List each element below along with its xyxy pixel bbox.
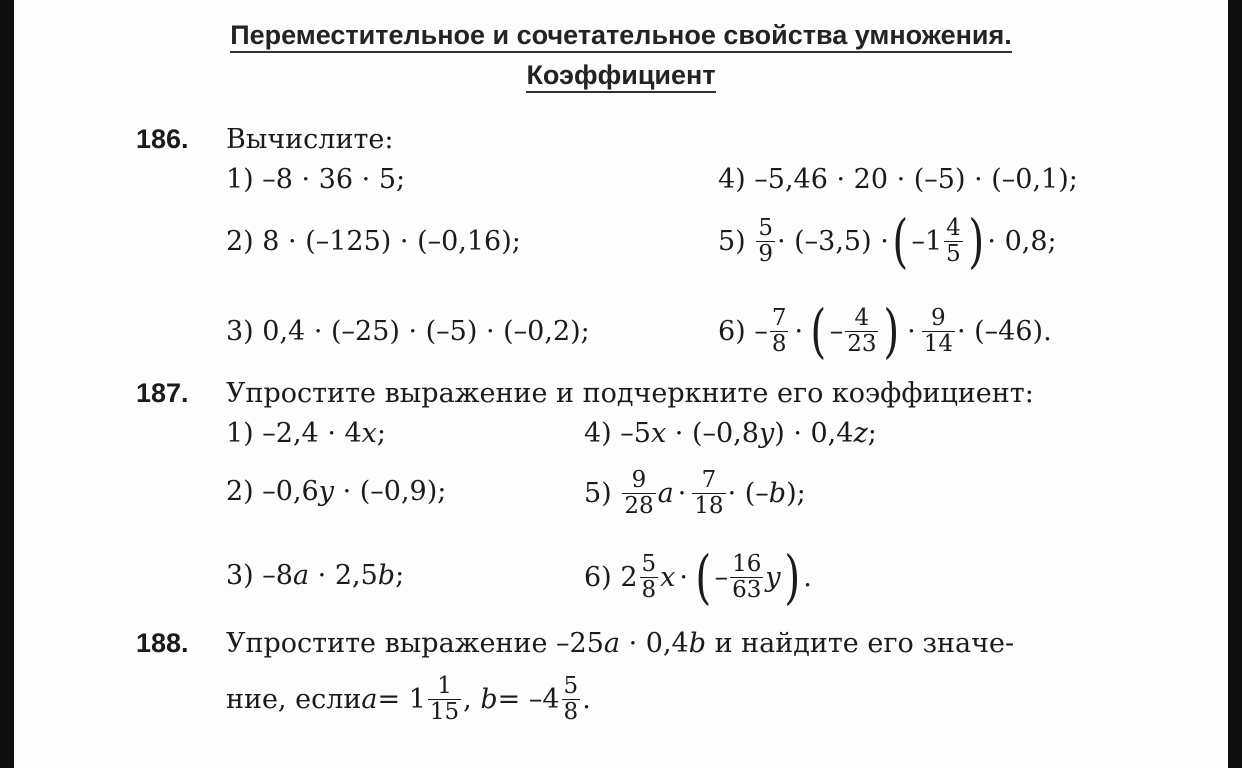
problem-187-item-1 xyxy=(226,420,386,447)
fraction-numerator: 9 xyxy=(931,305,946,332)
expression-part: 4) –5 xyxy=(584,418,651,449)
fraction-5-9 xyxy=(756,216,775,265)
fraction-4-23 xyxy=(845,306,878,355)
fraction-numerator: 1 xyxy=(437,673,452,700)
fraction-numerator: 4 xyxy=(854,305,870,332)
fraction-denominator: 5 xyxy=(946,240,961,267)
section-title-line-2 xyxy=(0,60,1242,91)
variable: y xyxy=(758,418,775,449)
expression-part: . xyxy=(803,561,812,593)
fraction-1-15 xyxy=(428,674,461,723)
expression-part: и найдите его значе- xyxy=(706,628,1015,659)
fraction-9-28 xyxy=(622,468,655,517)
dot-operator: · xyxy=(907,315,916,347)
fraction-5-8 xyxy=(562,674,581,723)
expression-part: . xyxy=(582,683,591,715)
problem-186-item-4: 4) –5,46 · 20 · (–5) · (–0,1); xyxy=(718,164,1078,195)
fraction-denominator: 28 xyxy=(624,492,654,519)
problem-188-line-2 xyxy=(226,664,591,734)
variable: a xyxy=(361,683,378,715)
left-paren: ( xyxy=(892,207,909,275)
item-label: 6) xyxy=(584,561,612,593)
expression-part: 3) –8 xyxy=(226,560,293,591)
expression-part: ; xyxy=(395,560,405,591)
left-frame xyxy=(0,0,14,768)
right-frame xyxy=(1228,0,1242,768)
expression-part: · (–3,5) · xyxy=(776,225,889,257)
variable: y xyxy=(318,476,334,507)
problem-number-188: 188. xyxy=(136,628,189,658)
fraction-denominator: 8 xyxy=(771,330,787,357)
problem-186-item-1: 1) –8 · 36 · 5; xyxy=(226,164,406,195)
dot-operator: · xyxy=(794,315,804,347)
section-title-line-1 xyxy=(0,20,1242,51)
problem-number-186: 186. xyxy=(136,124,189,154)
dot-operator: · xyxy=(677,477,687,509)
expression-part: · (–0,9); xyxy=(334,476,447,507)
fraction-4-5 xyxy=(944,216,963,265)
mixed-integer: 2 xyxy=(620,561,638,593)
fraction-denominator: 18 xyxy=(694,492,724,519)
fraction-denominator: 63 xyxy=(732,576,762,603)
problem-187-item-6 xyxy=(584,542,812,612)
fraction-16-63 xyxy=(730,552,763,601)
variable: z xyxy=(853,418,868,449)
left-paren: ( xyxy=(695,543,712,611)
expression-part: Упростите выражение –25 xyxy=(226,628,604,659)
problem-186-item-6 xyxy=(718,296,1052,366)
expression-part: · (–46). xyxy=(956,315,1052,347)
fraction-denominator: 8 xyxy=(563,698,579,725)
left-paren: ( xyxy=(810,297,827,365)
problem-186-item-3: 3) 0,4 · (–25) · (–5) · (–0,2); xyxy=(226,316,590,347)
expression-part: = –4 xyxy=(497,683,560,715)
variable: x xyxy=(361,418,377,449)
mixed-integer: –1 xyxy=(911,225,943,257)
problem-187-instruction: Упростите выражение и подчеркните его коэффициент: xyxy=(226,378,1034,409)
variable: b xyxy=(377,560,396,591)
problem-186-item-5 xyxy=(718,206,1057,276)
fraction-7-8 xyxy=(770,306,789,355)
variable: x xyxy=(660,561,676,593)
dot-operator: · xyxy=(679,561,688,593)
expression-part: · 0,4 xyxy=(620,628,689,659)
expression-part: 2) –0,6 xyxy=(226,476,319,507)
right-paren: ) xyxy=(968,207,985,275)
problem-187-heading xyxy=(136,380,189,407)
variable: a xyxy=(292,560,310,591)
fraction-numerator: 5 xyxy=(563,673,579,700)
title-text-1: Переместительное и сочетательное свойства умножения. xyxy=(230,20,1012,53)
variable: b xyxy=(480,683,498,715)
expression-part: = 1 xyxy=(377,683,426,715)
problem-187-item-2 xyxy=(226,478,446,505)
variable: b xyxy=(768,477,787,509)
minus-sign: – xyxy=(754,315,768,347)
fraction-numerator: 16 xyxy=(732,551,762,578)
fraction-denominator: 14 xyxy=(923,330,953,357)
expression-part: ; xyxy=(376,418,387,449)
problem-188-line-1 xyxy=(226,630,1014,657)
right-paren: ) xyxy=(883,297,900,365)
problem-number-187: 187. xyxy=(136,378,189,408)
item-label: 5) xyxy=(584,477,612,509)
expression-part: 1) –2,4 · 4 xyxy=(226,418,362,449)
fraction-denominator: 23 xyxy=(847,330,877,357)
minus-sign: – xyxy=(829,315,844,347)
item-label: 5) xyxy=(718,225,746,257)
expression-part: , xyxy=(463,683,472,715)
fraction-numerator: 7 xyxy=(771,305,787,332)
expression-part: ); xyxy=(786,477,806,509)
problem-186-item-2: 2) 8 · (–125) · (–0,16); xyxy=(226,226,521,257)
fraction-5-8 xyxy=(640,552,659,601)
expression-part: · 0,8; xyxy=(987,225,1057,257)
expression-part: ; xyxy=(867,418,877,449)
item-label: 6) xyxy=(718,315,746,347)
fraction-9-14 xyxy=(922,306,955,355)
variable: x xyxy=(650,418,667,449)
problem-187-item-4 xyxy=(584,420,877,447)
fraction-numerator: 4 xyxy=(946,215,961,242)
variable: a xyxy=(603,628,621,659)
minus-sign: – xyxy=(714,561,729,593)
problem-186-heading xyxy=(136,126,189,153)
title-text-2: Коэффициент xyxy=(526,60,715,93)
expression-part: · (– xyxy=(727,477,769,509)
fraction-numerator: 5 xyxy=(641,551,657,578)
fraction-denominator: 8 xyxy=(641,576,657,603)
variable: a xyxy=(657,477,674,509)
fraction-denominator: 15 xyxy=(429,698,460,725)
expression-part: · (–0,8 xyxy=(666,418,759,449)
problem-187-item-5 xyxy=(584,458,806,528)
fraction-numerator: 9 xyxy=(631,467,647,494)
variable: b xyxy=(688,628,706,659)
problem-187-item-3 xyxy=(226,562,404,589)
fraction-numerator: 5 xyxy=(758,215,773,242)
variable: y xyxy=(765,561,781,593)
problem-186-instruction: Вычислите: xyxy=(226,124,394,155)
expression-part: · 2,5 xyxy=(309,560,378,591)
expression-part: ) · 0,4 xyxy=(774,418,854,449)
fraction-denominator: 9 xyxy=(758,240,773,267)
fraction-numerator: 7 xyxy=(701,467,717,494)
problem-188-heading xyxy=(136,630,189,657)
expression-part: ние, если xyxy=(226,683,362,715)
fraction-7-18 xyxy=(692,468,725,517)
right-paren: ) xyxy=(784,543,800,611)
